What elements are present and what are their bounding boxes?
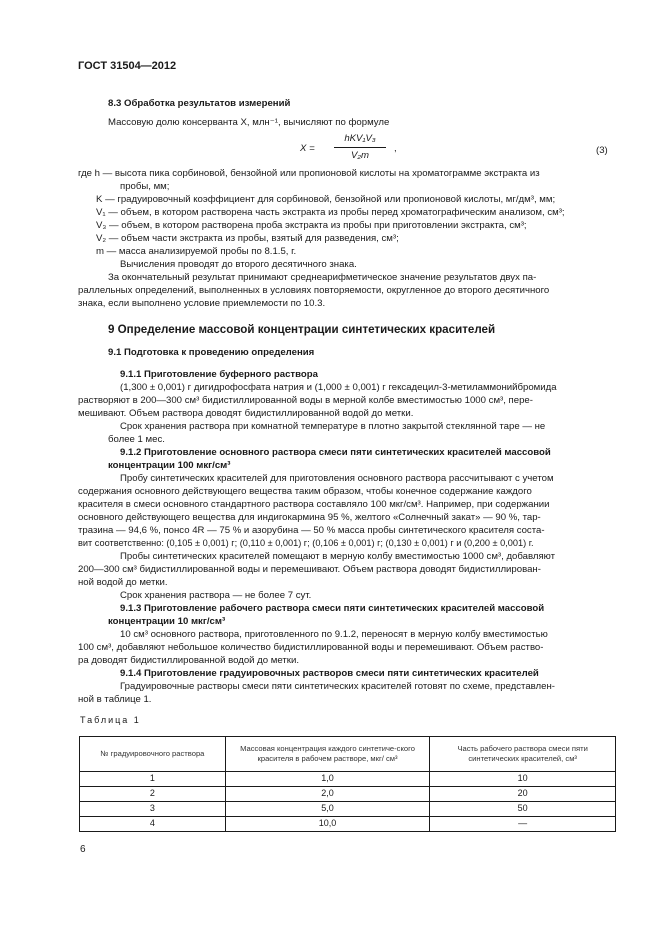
table-cell: 50 bbox=[430, 802, 616, 817]
page-number: 6 bbox=[80, 844, 86, 855]
table-cell: 4 bbox=[80, 817, 226, 832]
s912-line-1: содержания основного действующего вещества таким образом, чтобы конечное содержание каждого bbox=[78, 486, 532, 497]
table-cell: 10,0 bbox=[225, 817, 430, 832]
formula-numerator: hKV₁V₃ bbox=[344, 133, 376, 144]
table-header-row bbox=[80, 737, 616, 772]
s911-line-4: более 1 мес. bbox=[108, 434, 165, 445]
section-9-1-4-title: 9.1.4 Приготовление градуировочных растворов смеси пяти синтетических красителей bbox=[120, 668, 539, 679]
s911-line-3: Срок хранения раствора при комнатной температуре в плотно закрытой стеклянной таре — не bbox=[120, 421, 546, 432]
s912-line-5: вит соответственно: (0,105 ± 0,001) г; (0,110 ± 0,001) г; (0,106 ± 0,001) г; (0,130 ± 0,001) г и (0,200 ± 0,001) г. bbox=[78, 538, 534, 548]
formula-denominator: V₂m bbox=[350, 150, 370, 161]
section-9-1-2-title-1: концентрации 100 мкг/см³ bbox=[108, 460, 231, 471]
where-line-5: V₂ — объем части экстракта из пробы, взятый для разведения, см³; bbox=[96, 233, 399, 244]
table-cell: 2 bbox=[80, 787, 226, 802]
where-line-6: m — масса анализируемой пробы по 8.1.5, г. bbox=[96, 246, 297, 257]
table-row bbox=[80, 787, 616, 802]
section-9-title: 9 Определение массовой концентрации синтетических красителей bbox=[108, 323, 496, 336]
s912-line-7: 200—300 см³ бидистиллированной воды и перемешивают. Объем раствора доводят бидистиллирован- bbox=[78, 564, 541, 575]
s913-line-0: 10 см³ основного раствора, приготовленного по 9.1.2, переносят в мерную колбу вместимостью bbox=[120, 629, 548, 640]
s911-line-1: растворяют в 200—300 см³ бидистиллированной воды в мерной колбе вместимостью 1000 см³, пере- bbox=[78, 395, 533, 406]
calibration-table bbox=[79, 736, 616, 832]
where-line-7: Вычисления проводят до второго десятичного знака. bbox=[120, 259, 357, 270]
table-header-cell: Часть рабочего раствора смеси пяти синтетических красителей, см³ bbox=[430, 737, 616, 772]
table-header-cell: № градуировочного раствора bbox=[80, 737, 226, 772]
document-code: ГОСТ 31504—2012 bbox=[78, 60, 177, 72]
s912-line-9: Срок хранения раствора — не более 7 сут. bbox=[120, 590, 312, 601]
s912-line-4: тразина — 94,6 %, понсо 4R — 75 % и азорубина — 50 % масса пробы синтетического красителя соста- bbox=[78, 525, 545, 536]
table-cell: 1 bbox=[80, 772, 226, 787]
table-cell: 2,0 bbox=[225, 787, 430, 802]
equation-number: (3) bbox=[596, 145, 608, 156]
s912-line-3: основного действующего вещества для индигокармина 95 %, желтого «Солнечный закат» — 90 %, тар- bbox=[78, 512, 541, 523]
fraction-bar bbox=[334, 147, 386, 148]
table-cell: 10 bbox=[430, 772, 616, 787]
section-9-1-3-title-1: концентрации 10 мкг/см³ bbox=[108, 616, 226, 627]
s914-line-0: Градуировочные растворы смеси пяти синтетических красителей готовят по схеме, представлен- bbox=[120, 681, 555, 692]
formula-fraction bbox=[330, 132, 390, 163]
s913-line-1: 100 см³, добавляют небольшое количество бидистиллированной воды и перемешивают. Объем раство- bbox=[78, 642, 544, 653]
s911-line-0: (1,300 ± 0,001) г дигидрофосфата натрия и (1,000 ± 0,001) г гексадецил-3-метиламмонийбромида bbox=[120, 382, 557, 393]
formula-comma: , bbox=[394, 143, 397, 154]
section-9-1-3-title-0: 9.1.3 Приготовление рабочего раствора смеси пяти синтетических красителей массовой bbox=[120, 603, 545, 614]
s914-line-1: ной в таблице 1. bbox=[78, 694, 152, 705]
final-line-2: знака, если выполнено условие приемлемости по 10.3. bbox=[78, 298, 326, 309]
where-line-2: K — градуировочный коэффициент для сорбиновой, бензойной или пропионовой кислоты, мг/дм³, мм; bbox=[96, 194, 556, 205]
final-line-0: За окончательный результат принимают среднеарифметическое значение результатов двух па- bbox=[108, 272, 537, 283]
table-caption: Таблица 1 bbox=[80, 715, 141, 725]
formula-lhs: X = bbox=[300, 143, 315, 154]
section-9-1-title: 9.1 Подготовка к проведению определения bbox=[108, 347, 315, 358]
s912-line-8: ной водой до метки. bbox=[78, 577, 168, 588]
formula-3 bbox=[300, 132, 420, 172]
where-line-4: V₃ — объем, в котором растворена проба экстракта из пробы при приготовлении экстракта, см³; bbox=[96, 220, 527, 231]
table-row bbox=[80, 817, 616, 832]
table-row bbox=[80, 802, 616, 817]
where-line-1: пробы, мм; bbox=[120, 181, 170, 192]
section-9-1-2-title-0: 9.1.2 Приготовление основного раствора смеси пяти синтетических красителей массовой bbox=[120, 447, 551, 458]
table-cell: — bbox=[430, 817, 616, 832]
table-cell: 20 bbox=[430, 787, 616, 802]
table-cell: 1,0 bbox=[225, 772, 430, 787]
section-8-3-title: 8.3 Обработка результатов измерений bbox=[108, 98, 291, 109]
section-8-3-intro: Массовую долю консерванта X, млн⁻¹, вычисляют по формуле bbox=[108, 117, 390, 128]
table-cell: 5,0 bbox=[225, 802, 430, 817]
s912-line-2: красителя в смеси основного стандартного раствора составляло 100 мкг/см³. Например, при содержании bbox=[78, 499, 550, 510]
s912-line-0: Пробу синтетических красителей для приготовления основного раствора рассчитывают с учетом bbox=[120, 473, 554, 484]
s911-line-2: мешивают. Объем раствора доводят бидистиллированной водой до метки. bbox=[78, 408, 414, 419]
s912-line-6: Пробы синтетических красителей помещают в мерную колбу вместимостью 1000 см³, добавляют bbox=[120, 551, 556, 562]
section-9-1-1-title: 9.1.1 Приготовление буферного раствора bbox=[120, 369, 318, 380]
where-line-3: V₁ — объем, в котором растворена часть экстракта из пробы перед хроматографическим анализом, см³; bbox=[96, 207, 565, 218]
s913-line-2: ра доводят бидистиллированной водой до метки. bbox=[78, 655, 300, 666]
where-line-0: где h — высота пика сорбиновой, бензойной или пропионовой кислоты на хроматограмме экстракта из bbox=[78, 168, 540, 179]
final-line-1: раллельных определений, выполненных в условиях повторяемости, округленное до второго десятичного bbox=[78, 285, 550, 296]
table-header-cell: Массовая концентрация каждого синтетиче-ского красителя в рабочем растворе, мкг/ см³ bbox=[225, 737, 430, 772]
table-row bbox=[80, 772, 616, 787]
table-cell: 3 bbox=[80, 802, 226, 817]
